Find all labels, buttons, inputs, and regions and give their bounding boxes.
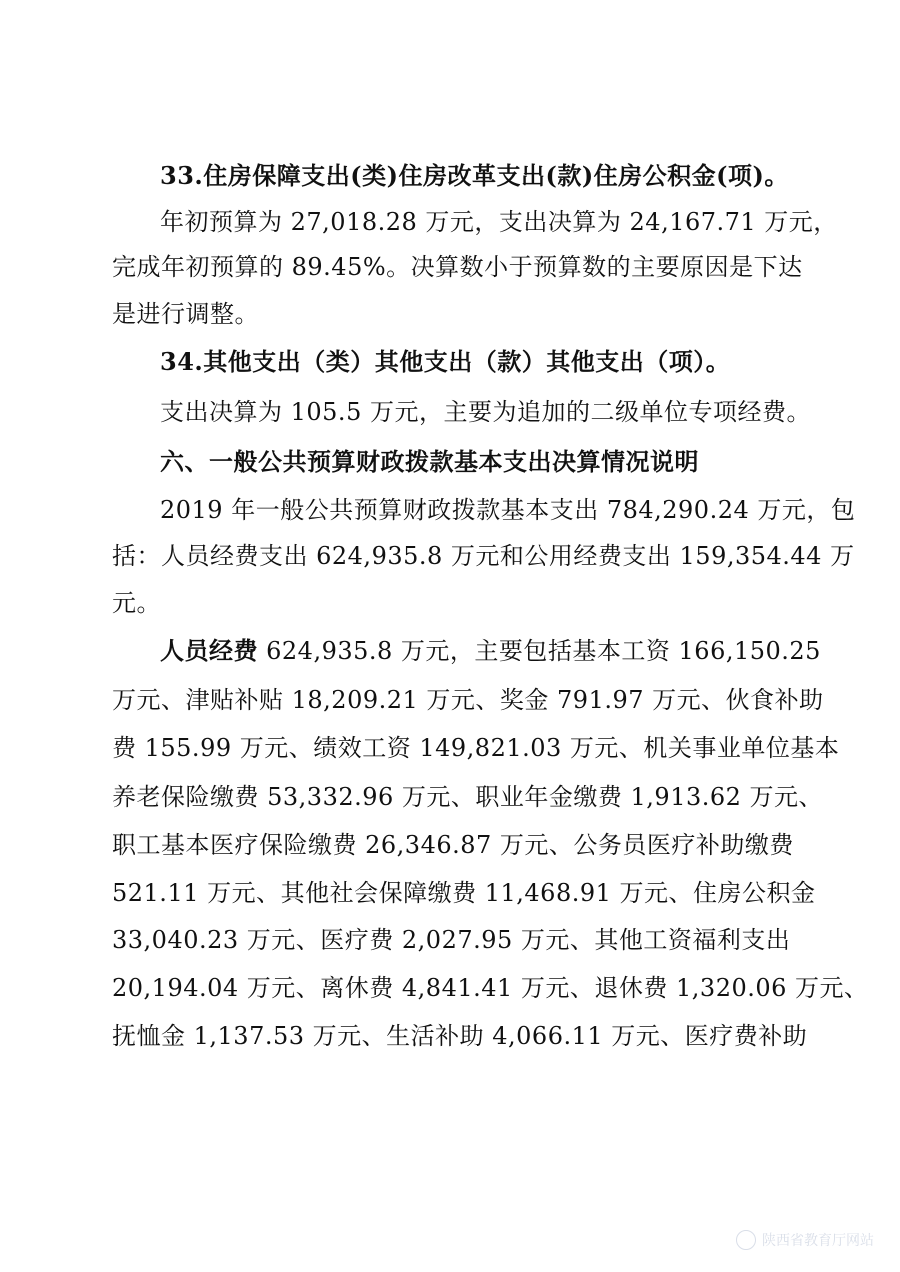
watermark-text: 陕西省教育厅网站 <box>762 1233 874 1249</box>
section-heading-34: 34.其他支出（类）其他支出（款）其他支出（项）。 <box>160 347 731 376</box>
paragraph-line: 2019 年一般公共预算财政拨款基本支出 784,290.24 万元，包 <box>160 496 856 524</box>
paragraph-line: 养老保险缴费 53,332.96 万元、职业年金缴费 1,913.62 万元、 <box>112 783 824 811</box>
paragraph-line: 费 155.99 万元、绩效工资 149,821.03 万元、机关事业单位基本 <box>112 734 840 762</box>
paragraph-line: 括：人员经费支出 624,935.8 万元和公用经费支出 159,354.44 万 <box>112 542 855 570</box>
paragraph-line: 33,040.23 万元、医疗费 2,027.95 万元、其他工资福利支出 <box>112 926 791 954</box>
paragraph-line: 年初预算为 27,018.28 万元，支出决算为 24,167.71 万元， <box>160 208 838 236</box>
paragraph-line: 完成年初预算的 89.45%。决算数小于预算数的主要原因是下达 <box>112 253 803 281</box>
paragraph-line: 万元、津贴补贴 18,209.21 万元、奖金 791.97 万元、伙食补助 <box>112 686 824 714</box>
emblem-icon <box>736 1230 756 1250</box>
personnel-first-line-text: 624,935.8 万元，主要包括基本工资 166,150.25 <box>258 637 821 665</box>
paragraph-line: 抚恤金 1,137.53 万元、生活补助 4,066.11 万元、医疗费补助 <box>112 1022 808 1050</box>
paragraph-line: 职工基本医疗保险缴费 26,346.87 万元、公务员医疗补助缴费 <box>112 831 794 859</box>
section-heading-six: 六、一般公共预算财政拨款基本支出决算情况说明 <box>160 447 699 476</box>
personnel-heading: 人员经费 <box>160 636 258 665</box>
section-heading-33: 33.住房保障支出(类)住房改革支出(款)住房公积金(项)。 <box>160 161 789 190</box>
paragraph-line: 支出决算为 105.5 万元，主要为追加的二级单位专项经费。 <box>160 398 811 426</box>
watermark <box>736 1230 874 1250</box>
paragraph-line: 是进行调整。 <box>112 300 259 328</box>
paragraph-line: 元。 <box>112 589 161 617</box>
paragraph-line: 521.11 万元、其他社会保障缴费 11,468.91 万元、住房公积金 <box>112 879 816 907</box>
paragraph-line: 20,194.04 万元、离休费 4,841.41 万元、退休费 1,320.06 万元、 <box>112 974 869 1002</box>
personnel-first-line <box>160 634 821 668</box>
